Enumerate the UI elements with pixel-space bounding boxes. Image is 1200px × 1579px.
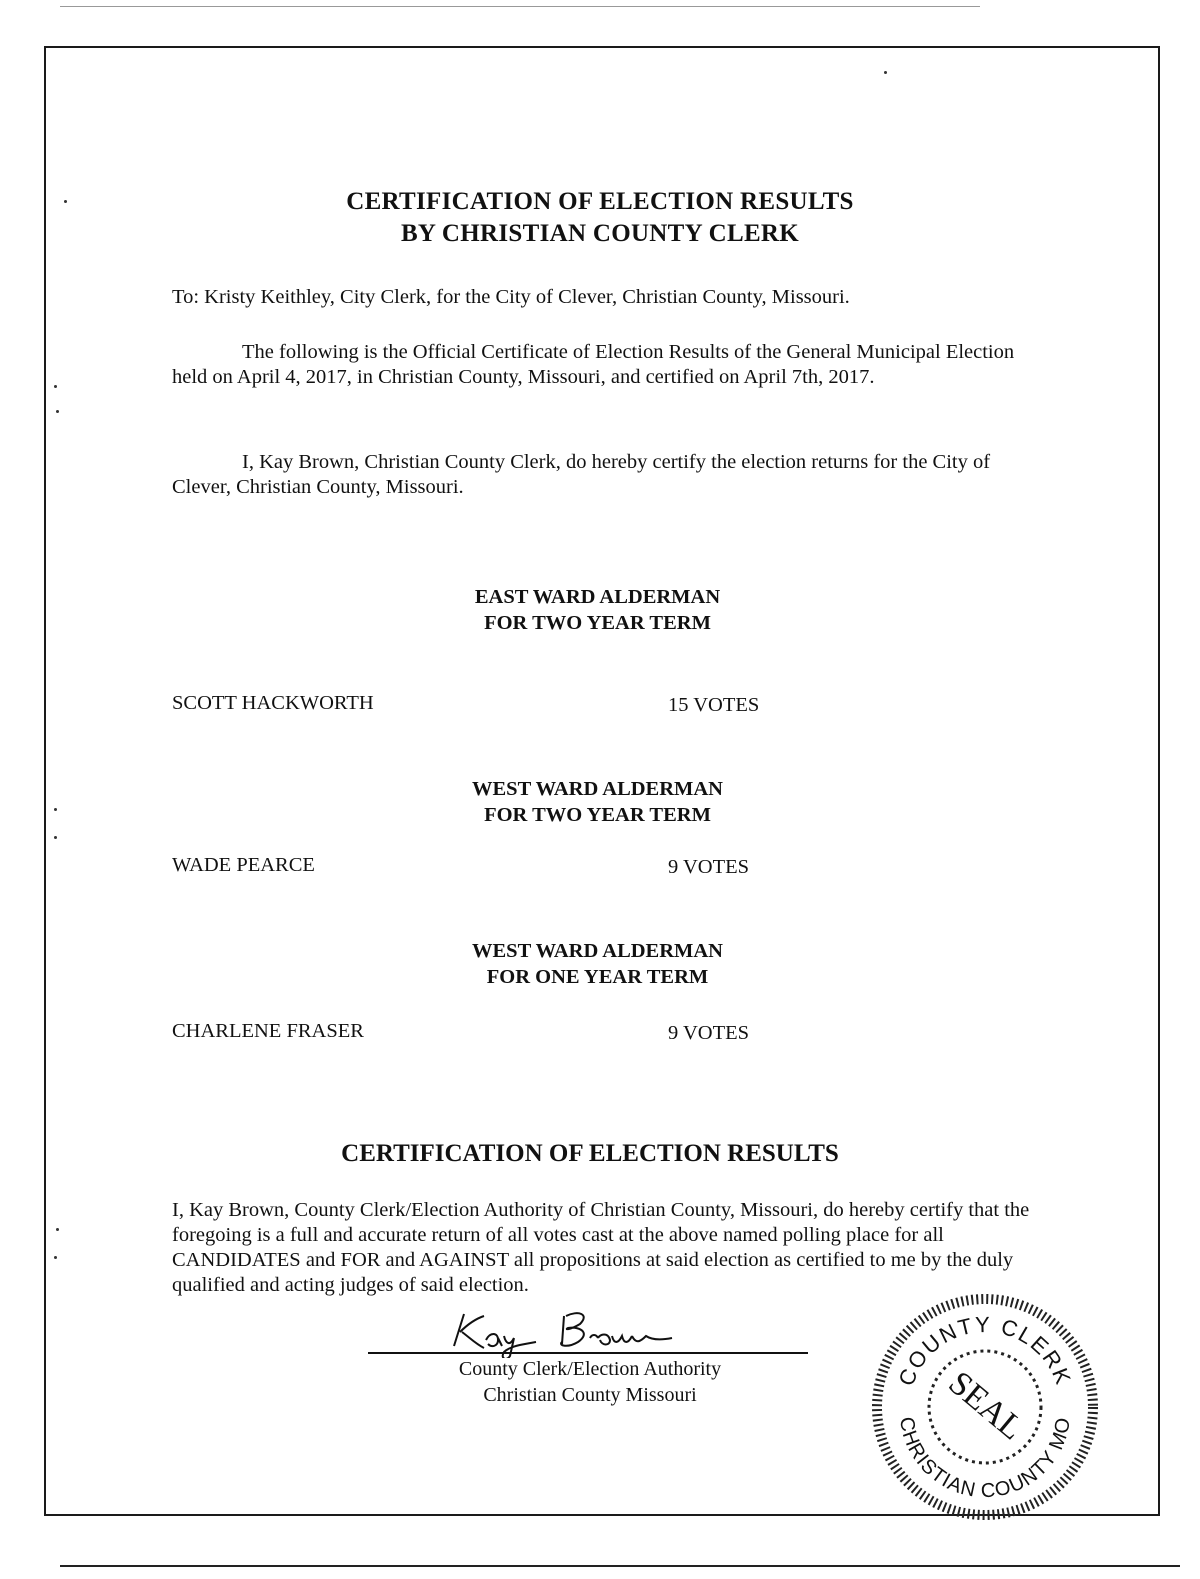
race-heading-west-ward-one-year — [420, 938, 775, 990]
certify-paragraph — [172, 450, 1042, 500]
race-heading-east-ward-two-year — [420, 584, 775, 636]
race-office: EAST WARD ALDERMAN — [474, 586, 721, 608]
scan-speck — [54, 808, 57, 811]
candidate-votes: 9 VOTES — [668, 1022, 750, 1044]
signature-title: County Clerk/Election Authority — [458, 1358, 722, 1380]
intro-paragraph-text: The following is the Official Certificate of Election Results of the General Municipal Election held on April 4, 2017, in Christian County, Missouri, and certified on April 7th, 2017. — [172, 341, 1015, 388]
svg-text:SEAL: SEAL — [941, 1364, 1031, 1448]
top-scan-line — [60, 6, 980, 7]
signature-line — [368, 1352, 808, 1354]
handwritten-signature — [440, 1308, 700, 1358]
race-office: WEST WARD ALDERMAN — [472, 778, 723, 800]
candidate-name: WADE PEARCE — [172, 854, 315, 876]
svg-text:CHRISTIAN COUNTY MO: CHRISTIAN COUNTY MO — [894, 1415, 1076, 1503]
race-office: WEST WARD ALDERMAN — [472, 940, 723, 962]
candidate-votes: 15 VOTES — [668, 694, 760, 716]
scan-speck — [56, 1228, 59, 1231]
scan-speck — [56, 410, 59, 413]
intro-paragraph — [172, 340, 1042, 390]
bottom-scan-line — [60, 1565, 1180, 1567]
scan-speck — [54, 1256, 57, 1259]
document-title-line2: BY CHRISTIAN COUNTY CLERK — [400, 220, 800, 247]
race-term: FOR ONE YEAR TERM — [486, 966, 709, 988]
certify-paragraph-text: I, Kay Brown, Christian County Clerk, do hereby certify the election returns for the City of Clever, Christian County, Missouri. — [172, 451, 991, 498]
certification-body: I, Kay Brown, County Clerk/Election Authority of Christian County, Missouri, do hereby certify that the foregoing is a full and accurate return of all votes cast at the above named polling place for all CANDIDATES and FOR and AGAINST all propositions at said election as certified to me by the duly qualified and acting judges of said election. — [172, 1199, 1030, 1296]
document-title-line1: CERTIFICATION OF ELECTION RESULTS — [346, 188, 854, 215]
scan-speck — [54, 385, 57, 388]
certification-title: CERTIFICATION OF ELECTION RESULTS — [341, 1140, 839, 1167]
candidate-name: CHARLENE FRASER — [172, 1020, 364, 1042]
county-clerk-seal-icon — [870, 1292, 1100, 1522]
svg-text:COUNTY CLERK: COUNTY CLERK — [893, 1311, 1077, 1390]
signature-jurisdiction: Christian County Missouri — [483, 1384, 697, 1406]
addressee-line: To: Kristy Keithley, City Clerk, for the City of Clever, Christian County, Missouri. — [172, 286, 850, 308]
race-term: FOR TWO YEAR TERM — [484, 612, 711, 634]
scan-speck — [884, 71, 887, 74]
candidate-votes: 9 VOTES — [668, 856, 750, 878]
scan-speck — [54, 836, 57, 839]
candidate-name: SCOTT HACKWORTH — [172, 692, 374, 714]
race-heading-west-ward-two-year — [420, 776, 775, 828]
race-term: FOR TWO YEAR TERM — [484, 804, 711, 826]
